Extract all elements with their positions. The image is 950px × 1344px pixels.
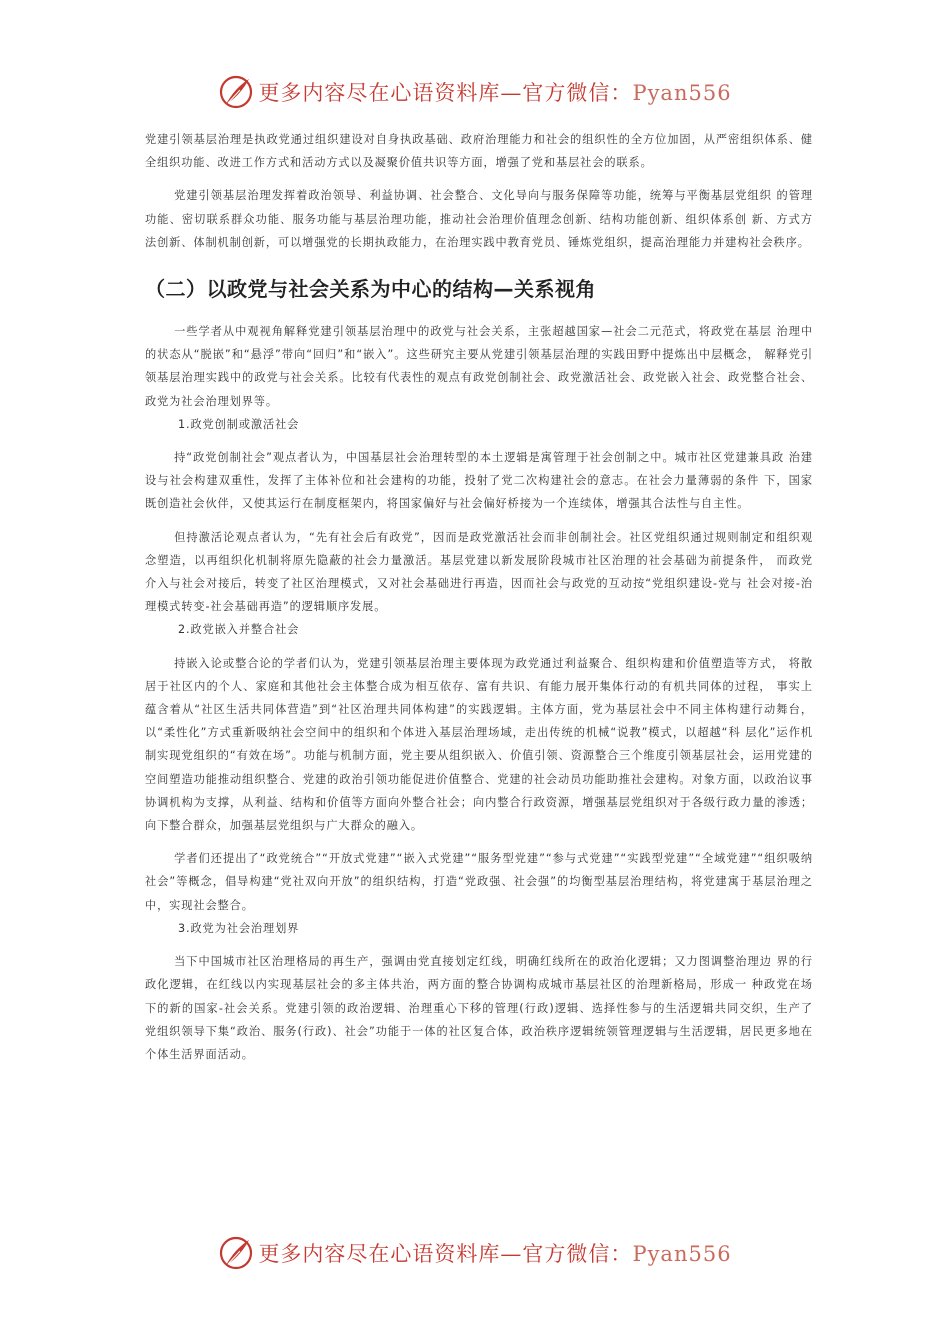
watermark-slogan: 更多内容尽在心语资料库—官方微信： xyxy=(258,81,633,105)
subsection-title: 3.政党为社会治理划界 xyxy=(178,921,300,935)
footer-watermark xyxy=(0,1231,950,1275)
watermark-wechat-id: Pyan556 xyxy=(632,1242,732,1266)
paragraph: 一些学者从中观视角解释党建引领基层治理中的政党与社会关系，主张超越国家—社会二元范式，将政党在基层 治理中的状态从“脱嵌”和“悬浮”带向“回归”和“嵌入”。这些研究主要从党建引领基层治理的实践田野中提炼出中层概念， 解释党引领基层治理实践中的政党与社会关系。比较有代表性的观点有政党创制社会、政党激活社会、政党嵌入社会、政党整合社会、政党为社会治理划界等。 xyxy=(145,325,813,408)
subsection-title: 1.政党创制或激活社会 xyxy=(178,417,300,431)
paragraph: 学者们还提出了“政党统合”“开放式党建”“嵌入式党建”“服务型党建”“参与式党建”“实践型党建”“全域党建”“组织吸纳社会”等概念，倡导构建“党社双向开放”的组织结构，打造“党政强、社会强”的均衡型基层治理结构，将党建寓于基层治理之中，实现社会整合。 xyxy=(145,852,813,912)
document-body xyxy=(145,128,813,1066)
watermark-slogan: 更多内容尽在心语资料库—官方微信： xyxy=(258,1242,633,1266)
paragraph: 当下中国城市社区治理格局的再生产，强调由党直接划定红线，明确红线所在的政治化逻辑；又力图调整治理边 界的行政化逻辑，在红线以内实现基层社会的多主体共治，两方面的整合协调构成城市基层社区的治理新格局，形成一 种政党在场下的新的国家-社会关系。党建引领的政治逻辑、治理重心下移的管理(行政)逻辑、选择性参与的生活逻辑共同交织，生产了党组织领导下集“政治、服务(行政)、社会”功能于一体的社区复合体，政治秩序逻辑统领管理逻辑与生活逻辑，居民更多地在个体生活界面活动。 xyxy=(145,955,813,1061)
feather-logo-icon xyxy=(218,1235,254,1271)
paragraph: 持“政党创制社会”观点者认为，中国基层社会治理转型的本土逻辑是寓管理于社会创制之中。城市社区党建兼具政 治建设与社会构建双重性，发挥了主体补位和社会建构的功能，投射了党二次构建社会的意志。在社会力量薄弱的条件 下，国家既创造社会伙伴，又使其运行在制度框架内，将国家偏好与社会偏好桥接为一个连续体，增强其合法性与自主性。 xyxy=(145,451,813,511)
subsection-title: 2.政党嵌入并整合社会 xyxy=(178,623,300,637)
paragraph: 持嵌入论或整合论的学者们认为，党建引领基层治理主要体现为政党通过利益聚合、组织构建和价值塑造等方式， 将散居于社区内的个人、家庭和其他社会主体整合成为相互依存、富有共识、有能力展开集体行动的有机共同体的过程， 事实上蕴含着从“社区生活共同体营造”到“社区治理共同体构建”的实践逻辑。主体方面，党为基层社会中不同主体构建行动舞台，以“柔性化”方式重新吸纳社会空间中的组织和个体进入基层治理场域，走出传统的机械“说教”模式，以超越“科 层化”运作机制实现党组织的“有效在场”。功能与机制方面，党主要从组织嵌入、价值引领、资源整合三个维度引领基层社会，运用党建的空间塑造功能推动组织整合、党建的政治引领功能促进价值整合、党建的社会动员功能助推社会建构。对象方面，以政治议事协调机构为支撑，从利益、结构和价值等方面向外整合社会；向内整合行政资源，增强基层党组织对于各级行政力量的渗透；向下整合群众，加强基层党组织与广大群众的融入。 xyxy=(145,656,813,833)
paragraph: 党建引领基层治理是执政党通过组织建设对自身执政基础、政府治理能力和社会的组织性的全方位加固，从严密组织体系、健全组织功能、改进工作方式和活动方式以及凝聚价值共识等方面，增强了党和基层社会的联系。 xyxy=(145,133,813,170)
watermark-wechat-id: Pyan556 xyxy=(632,81,732,105)
section-heading: （二）以政党与社会关系为中心的结构—关系视角 xyxy=(145,277,596,302)
feather-logo-icon xyxy=(218,74,254,110)
watermark-text xyxy=(258,77,731,107)
paragraph: 党建引领基层治理发挥着政治领导、利益协调、社会整合、文化导向与服务保障等功能，统筹与平衡基层党组织 的管理功能、密切联系群众功能、服务功能与基层治理功能，推动社会治理价值理念创新、结构功能创新、组织体系创 新、方式方法创新、体制机制创新，可以增强党的长期执政能力，在治理实践中教育党员、锤炼党组织，提高治理能力并建构社会秩序。 xyxy=(145,189,813,249)
watermark-text xyxy=(258,1238,731,1268)
paragraph: 但持激活论观点者认为，“先有社会后有政党”，因而是政党激活社会而非创制社会。社区党组织通过规则制定和组织观念塑造，以再组织化机制将原先隐蔽的社会力量激活。基层党建以新发展阶段城市社区治理的社会基础为前提条件， 而政党介入与社会对接后，转变了社区治理模式，又对社会基础进行再造，因而社会与政党的互动按“党组织建设-党与 社会对接-治理模式转变-社会基础再造”的逻辑顺序发展。 xyxy=(145,530,813,614)
header-watermark xyxy=(0,70,950,114)
